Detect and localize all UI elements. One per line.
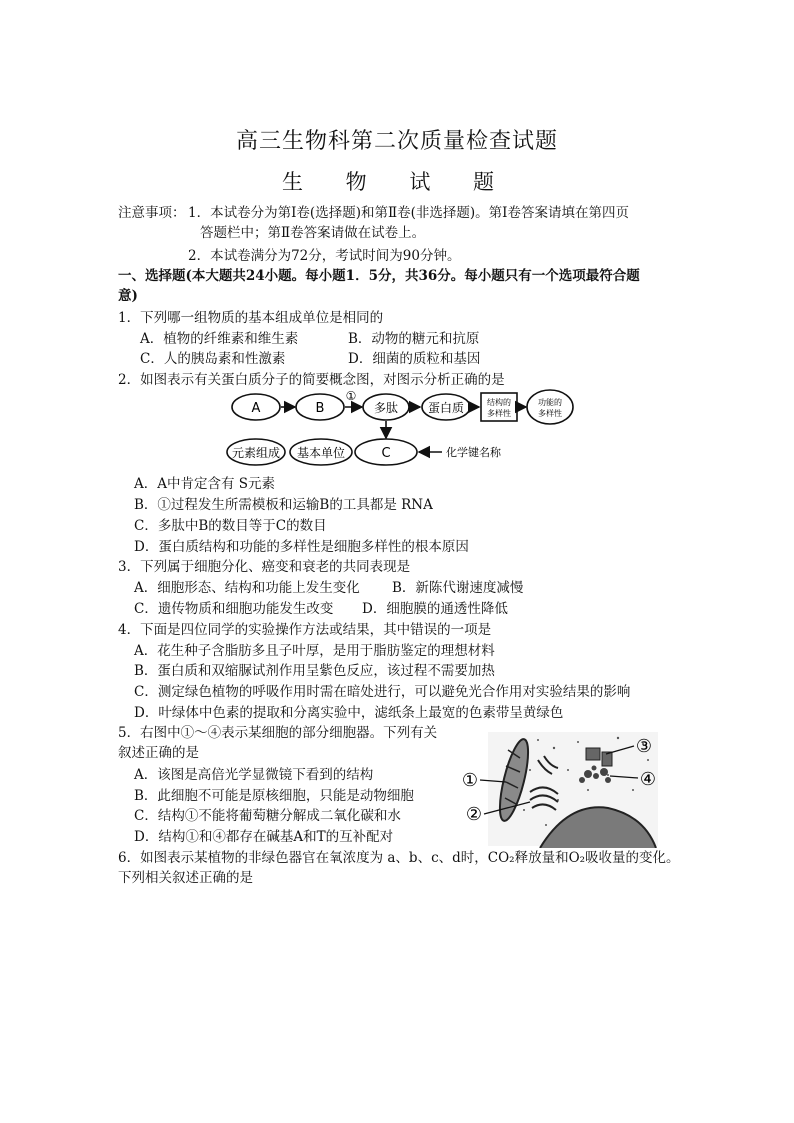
q1-option-a: A．植物的纤维素和维生素	[140, 331, 299, 347]
section1-header-line2: 意)	[118, 288, 138, 304]
node-c-label: C	[381, 446, 391, 461]
q4-option-c: C．测定绿色植物的呼吸作用时需在暗处进行，可以避免光合作用对实验结果的影响	[134, 684, 631, 700]
q3-stem: 3．下列属于细胞分化、癌变和衰老的共同表现是	[118, 559, 411, 575]
q3-option-a: A．细胞形态、结构和功能上发生变化	[134, 580, 360, 596]
q4-option-a: A．花生种子含脂肪多且子叶厚，是用于脂肪鉴定的理想材料	[134, 643, 495, 659]
q2-option-d: D．蛋白质结构和功能的多样性是细胞多样性的根本原因	[134, 539, 469, 555]
q5-option-d: D．结构①和④都存在碱基A和T的互补配对	[134, 829, 394, 845]
q6-stem-line1: 6．如图表示某植物的非绿色器官在氧浓度为 a、b、c、d时，CO₂释放量和O₂吸收量的变化。	[118, 850, 680, 866]
notice-item1-line2: 答题栏中；第Ⅱ卷答案请做在试卷上。	[200, 225, 426, 241]
node-b-label: B	[315, 401, 325, 416]
node-unit-label: 基本单位	[296, 446, 346, 460]
label-1: ①	[461, 770, 479, 791]
label-2: ②	[465, 804, 483, 825]
node-function-ellipse	[527, 390, 573, 424]
q1-stem: 1．下列哪一组物质的基本组成单位是相同的	[118, 310, 384, 326]
exam-subtitle: 生 物 试 题	[281, 170, 513, 194]
notice-item1-line1: 1．本试卷分为第Ⅰ卷(选择题)和第Ⅱ卷(非选择题)。第Ⅰ卷答案请填在第四页	[188, 205, 629, 221]
q2-stem: 2．如图表示有关蛋白质分子的简要概念图，对图示分析正确的是	[118, 372, 505, 388]
q5-option-b: B．此细胞不可能是原核细胞，只能是动物细胞	[134, 788, 414, 804]
q5-option-c: C．结构①不能将葡萄糖分解成二氧化碳和水	[134, 808, 401, 824]
q2-option-a: A．A中肯定含有 S元素	[134, 476, 276, 492]
node-peptide-label: 多肽	[373, 401, 399, 415]
q3-option-b: B．新陈代谢速度减慢	[392, 580, 524, 596]
q1-option-b: B．动物的糖元和抗原	[348, 331, 480, 347]
step-1-label: ①	[345, 389, 357, 403]
q4-option-d: D．叶绿体中色素的提取和分离实验中，滤纸条上最宽的色素带呈黄绿色	[134, 705, 564, 721]
section1-header-line1: 一、选择题(本大题共24小题。每小题1．5分，共36分。每小题只有一个选项最符合题	[118, 268, 640, 284]
label-3: ③	[635, 736, 653, 757]
protein-concept-diagram	[220, 387, 580, 471]
node-function-line1: 功能的	[538, 398, 562, 407]
q4-stem: 4．下面是四位同学的实验操作方法或结果，其中错误的一项是	[118, 622, 492, 638]
notice-item2: 2．本试卷满分为72分，考试时间为90分钟。	[188, 248, 461, 264]
node-structure-line2: 多样性	[487, 409, 511, 418]
q2-option-c: C．多肽中B的数目等于C的数目	[134, 518, 327, 534]
q1-option-d: D．细菌的质粒和基因	[348, 351, 481, 367]
q3-option-d: D．细胞膜的通透性降低	[362, 601, 508, 617]
label-4: ④	[639, 769, 657, 790]
notice-label: 注意事项：	[118, 205, 186, 221]
exam-title: 高三生物科第二次质量检查试题	[235, 129, 558, 154]
organelle-micrograph	[458, 730, 698, 848]
bond-name-label: 化学键名称	[446, 446, 501, 459]
q4-option-b: B．蛋白质和双缩脲试剂作用呈紫色反应，该过程不需要加热	[134, 663, 495, 679]
node-elements-label: 元素组成	[231, 446, 281, 460]
q6-stem-line2: 下列相关叙述正确的是	[118, 870, 253, 886]
node-structure-line1: 结构的	[487, 398, 511, 407]
q3-option-c: C．遗传物质和细胞功能发生改变	[134, 601, 334, 617]
node-function-line2: 多样性	[538, 409, 562, 418]
node-protein-label: 蛋白质	[427, 401, 465, 415]
q2-option-b: B．①过程发生所需模板和运输B的工具都是 RNA	[134, 497, 433, 513]
q5-option-a: A．该图是高倍光学显微镜下看到的结构	[134, 767, 374, 783]
q5-stem-line2: 叙述正确的是	[118, 745, 199, 761]
q1-option-c: C．人的胰岛素和性激素	[140, 351, 286, 367]
node-a-label: A	[251, 401, 261, 416]
q5-stem-line1: 5．右图中①～④表示某细胞的部分细胞器。下列有关	[118, 725, 438, 741]
